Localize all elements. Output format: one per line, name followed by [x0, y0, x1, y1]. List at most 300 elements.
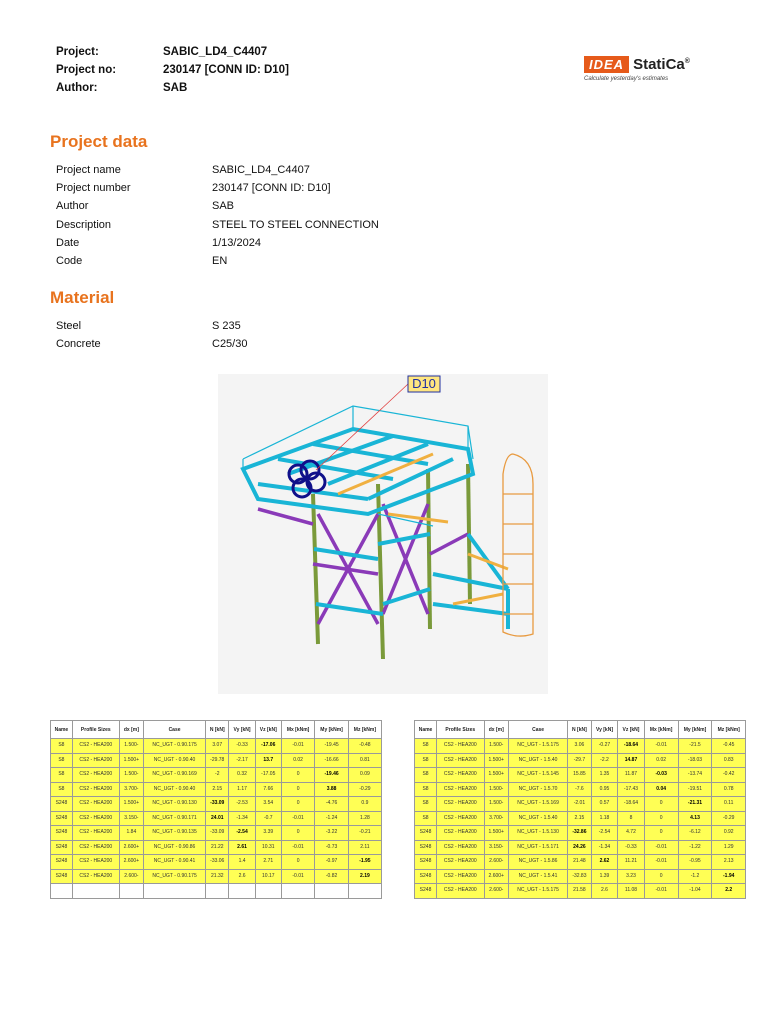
table-cell: CS2 - HEA200: [437, 840, 484, 855]
table-cell-empty: [229, 884, 255, 899]
table-cell: NC_UGT - 0.90.169: [143, 768, 205, 783]
table-cell: 0: [281, 768, 314, 783]
row-value: SAB: [212, 200, 235, 213]
structure-3d-view: [218, 374, 548, 694]
table-cell: 0: [644, 869, 678, 884]
header-project-label: Project:: [56, 46, 99, 58]
table-cell: S8: [415, 739, 437, 754]
column-header: Case: [508, 721, 567, 739]
table-cell-empty: [143, 884, 205, 899]
table-cell: 2.19: [348, 869, 381, 884]
table-cell: -2.54: [229, 826, 255, 841]
table-cell: -3.22: [315, 826, 348, 841]
table-cell: -29.7: [568, 753, 592, 768]
table-cell: -19.51: [678, 782, 712, 797]
table-cell: 2.600-: [119, 869, 143, 884]
table-cell: 2.11: [348, 840, 381, 855]
table-cell: NC_UGT - 0.90.175: [143, 869, 205, 884]
table-cell: S248: [51, 840, 73, 855]
table-cell: NC_UGT - 1.5.70: [508, 782, 567, 797]
table-cell: 21.22: [206, 840, 229, 855]
forces-table-right: [414, 720, 746, 899]
table-cell: S248: [415, 826, 437, 841]
table-cell: NC_UGT - 1.5.175: [508, 884, 567, 899]
table-cell: -19.45: [315, 739, 348, 754]
row-key: Author: [56, 200, 89, 213]
table-row: [51, 797, 382, 812]
table-cell: -4.76: [315, 797, 348, 812]
table-cell: -0.01: [644, 739, 678, 754]
row-value: STEEL TO STEEL CONNECTION: [212, 218, 379, 231]
project-data-row: [56, 164, 379, 182]
table-header-row: [51, 721, 382, 739]
logo-tagline: Calculate yesterday's estimates: [584, 76, 669, 82]
table-cell: 3.39: [255, 826, 281, 841]
report-header: [56, 46, 289, 100]
table-cell: -0.01: [281, 739, 314, 754]
table-cell: -2.53: [229, 797, 255, 812]
table-cell: -21.5: [678, 739, 712, 754]
table-cell: 1.500+: [119, 797, 143, 812]
table-row: [51, 782, 382, 797]
table-cell: S8: [51, 768, 73, 783]
forces-table-left: [50, 720, 382, 899]
table-cell: S8: [415, 811, 437, 826]
table-cell: 1.500+: [484, 753, 508, 768]
row-key: Concrete: [56, 338, 101, 351]
table-cell: 2.600+: [484, 869, 508, 884]
table-cell: 10.31: [255, 840, 281, 855]
row-key: Description: [56, 218, 112, 231]
table-cell: 0: [281, 782, 314, 797]
table-cell: 15.85: [568, 768, 592, 783]
row-key: Code: [56, 254, 83, 267]
table-cell: CS2 - HEA200: [437, 739, 484, 754]
table-cell: S248: [51, 797, 73, 812]
column-header: Vy [kN]: [591, 721, 618, 739]
table-cell-empty: [348, 884, 381, 899]
idea-statica-logo: [584, 56, 724, 82]
table-cell: 4.13: [678, 811, 712, 826]
column-header: Mz [kNm]: [712, 721, 746, 739]
row-key: Project number: [56, 182, 131, 195]
table-cell: 3.23: [618, 869, 644, 884]
table-cell: 0.32: [229, 768, 255, 783]
table-cell: 21.58: [568, 884, 592, 899]
table-cell: 13.7: [255, 753, 281, 768]
table-cell: CS2 - HEA200: [437, 753, 484, 768]
table-cell: 2.600-: [484, 855, 508, 870]
row-key: Date: [56, 236, 80, 249]
table-cell: CS2 - HEA200: [437, 826, 484, 841]
table-cell: 3.88: [315, 782, 348, 797]
table-cell: 7.66: [255, 782, 281, 797]
table-cell: 0: [281, 797, 314, 812]
table-row: [415, 869, 746, 884]
table-cell: CS2 - HEA200: [437, 782, 484, 797]
project-data-row: [56, 200, 379, 218]
row-value: SABIC_LD4_C4407: [212, 164, 310, 176]
table-cell: CS2 - HEA200: [437, 884, 484, 899]
table-cell: -2.17: [229, 753, 255, 768]
table-cell: NC_UGT - 0.90.41: [143, 855, 205, 870]
table-cell: -2.54: [591, 826, 618, 841]
table-cell: -32.86: [568, 826, 592, 841]
table-cell: -1.94: [712, 869, 746, 884]
table-cell: -19.46: [315, 768, 348, 783]
table-row: [415, 739, 746, 754]
table-cell: 1.28: [348, 811, 381, 826]
material-row: [56, 338, 247, 356]
table-cell: 0.02: [281, 753, 314, 768]
table-cell: 1.17: [229, 782, 255, 797]
table-cell: 1.500-: [484, 782, 508, 797]
project-data-row: [56, 255, 379, 273]
table-cell: CS2 - HEA200: [437, 768, 484, 783]
table-cell: CS2 - HEA200: [72, 797, 119, 812]
table-cell: 1.500+: [484, 768, 508, 783]
table-cell-empty: [255, 884, 281, 899]
project-data-row: [56, 182, 379, 200]
table-cell: 0: [644, 797, 678, 812]
table-cell: S248: [51, 855, 73, 870]
column-header: My [kNm]: [678, 721, 712, 739]
table-cell: -16.66: [315, 753, 348, 768]
table-cell: -0.48: [348, 739, 381, 754]
table-cell: -0.21: [348, 826, 381, 841]
table-cell: 0.83: [712, 753, 746, 768]
table-cell: -0.01: [644, 840, 678, 855]
table-cell: -1.22: [678, 840, 712, 855]
logo-name: StatiCa®: [633, 56, 690, 73]
table-cell: CS2 - HEA200: [72, 768, 119, 783]
table-cell: 1.500-: [119, 739, 143, 754]
table-cell: -0.03: [644, 768, 678, 783]
table-cell: -33.06: [206, 855, 229, 870]
table-cell: NC_UGT - 0.90.171: [143, 811, 205, 826]
table-cell: S248: [415, 855, 437, 870]
table-row: [51, 855, 382, 870]
table-cell: S8: [51, 753, 73, 768]
table-row: [415, 768, 746, 783]
table-cell: -0.29: [712, 811, 746, 826]
row-key: Project name: [56, 164, 121, 176]
table-cell: NC_UGT - 1.5.171: [508, 840, 567, 855]
table-cell: 0.78: [712, 782, 746, 797]
logo-mark: IDEA: [584, 56, 629, 73]
header-projectno-row: [56, 64, 289, 82]
table-row: [51, 840, 382, 855]
table-cell: S8: [415, 782, 437, 797]
column-header: Profile Sizes: [437, 721, 484, 739]
row-value: C25/30: [212, 338, 248, 351]
table-cell: 21.32: [206, 869, 229, 884]
table-cell: S248: [51, 826, 73, 841]
table-row: [51, 869, 382, 884]
table-cell: 8: [618, 811, 644, 826]
table-cell: -6.12: [678, 826, 712, 841]
table-cell: -17.05: [255, 768, 281, 783]
table-cell: -1.2: [678, 869, 712, 884]
table-cell: NC_UGT - 0.90.86: [143, 840, 205, 855]
row-key: Steel: [56, 320, 82, 332]
table-cell: 2.15: [568, 811, 592, 826]
table-cell: 1.500+: [119, 753, 143, 768]
table-cell: 0.81: [348, 753, 381, 768]
table-cell: 0.11: [712, 797, 746, 812]
column-header: Name: [415, 721, 437, 739]
project-data-heading: Project data: [50, 132, 148, 151]
table-cell: -32.83: [568, 869, 592, 884]
table-cell-empty: [72, 884, 119, 899]
table-cell: -1.24: [315, 811, 348, 826]
table-cell: NC_UGT - 1.5.145: [508, 768, 567, 783]
table-cell: -0.45: [712, 739, 746, 754]
table-cell: 2.600+: [119, 855, 143, 870]
table-cell-empty: [315, 884, 348, 899]
table-cell: NC_UGT - 1.5.86: [508, 855, 567, 870]
table-cell: CS2 - HEA200: [72, 753, 119, 768]
project-data-row: [56, 237, 379, 255]
table-cell: -0.29: [348, 782, 381, 797]
table-cell: NC_UGT - 0.90.40: [143, 753, 205, 768]
table-cell-empty: [206, 884, 229, 899]
table-cell: 24.26: [568, 840, 592, 855]
table-cell: 1.500-: [484, 739, 508, 754]
table-cell: NC_UGT - 1.5.175: [508, 739, 567, 754]
table-cell: 14.87: [618, 753, 644, 768]
table-cell: CS2 - HEA200: [437, 811, 484, 826]
column-header: Mz [kNm]: [348, 721, 381, 739]
table-row: [415, 797, 746, 812]
table-cell: 1.35: [591, 768, 618, 783]
row-value: S 235: [212, 320, 241, 332]
table-cell: S248: [415, 869, 437, 884]
header-author-value: SAB: [163, 82, 188, 94]
table-cell: 0: [644, 826, 678, 841]
table-cell: 2.15: [206, 782, 229, 797]
table-cell: 4.72: [618, 826, 644, 841]
table-cell: 1.39: [591, 869, 618, 884]
table-cell: S248: [51, 869, 73, 884]
table-cell: CS2 - HEA200: [72, 826, 119, 841]
table-cell: CS2 - HEA200: [437, 797, 484, 812]
table-cell: 0.57: [591, 797, 618, 812]
table-cell: CS2 - HEA200: [437, 869, 484, 884]
table-row: [415, 840, 746, 855]
column-header: My [kNm]: [315, 721, 348, 739]
project-data-row: [56, 219, 379, 237]
material-heading: Material: [50, 288, 115, 307]
table-cell: 2.600+: [119, 840, 143, 855]
table-cell: CS2 - HEA200: [72, 869, 119, 884]
column-header: Vy [kN]: [229, 721, 255, 739]
table-cell: CS2 - HEA200: [72, 811, 119, 826]
table-cell: CS2 - HEA200: [72, 782, 119, 797]
table-cell: 1.500-: [484, 797, 508, 812]
table-cell: -7.6: [568, 782, 592, 797]
table-cell: -0.33: [229, 739, 255, 754]
row-value: 230147 [CONN ID: D10]: [212, 182, 331, 195]
structure-model-image: [218, 374, 548, 694]
table-row: [415, 855, 746, 870]
table-cell: S8: [415, 797, 437, 812]
table-row-empty: [51, 884, 382, 899]
column-header: Name: [51, 721, 73, 739]
column-header: Case: [143, 721, 205, 739]
table-cell: 1.18: [591, 811, 618, 826]
table-row: [51, 811, 382, 826]
table-cell: 11.87: [618, 768, 644, 783]
table-cell: 2.2: [712, 884, 746, 899]
column-header: Vz [kN]: [618, 721, 644, 739]
table-cell: NC_UGT - 1.5.40: [508, 811, 567, 826]
table-cell: 2.62: [591, 855, 618, 870]
table-cell: S8: [51, 739, 73, 754]
table-cell: -0.01: [281, 869, 314, 884]
column-header: N [kN]: [206, 721, 229, 739]
table-cell: 2.61: [229, 840, 255, 855]
table-cell: 2.600-: [484, 884, 508, 899]
table-header-row: [415, 721, 746, 739]
header-project-row: [56, 46, 289, 64]
table-cell: NC_UGT - 1.5.169: [508, 797, 567, 812]
table-cell: -17.06: [255, 739, 281, 754]
table-cell: -0.7: [255, 811, 281, 826]
table-cell: CS2 - HEA200: [437, 855, 484, 870]
table-row: [51, 753, 382, 768]
table-cell: 0: [281, 826, 314, 841]
table-cell: NC_UGT - 1.5.41: [508, 869, 567, 884]
table-cell: 2.6: [591, 884, 618, 899]
table-cell: -1.34: [229, 811, 255, 826]
table-cell: CS2 - HEA200: [72, 855, 119, 870]
header-projectno-value: 230147 [CONN ID: D10]: [163, 64, 289, 76]
table-cell: 1.29: [712, 840, 746, 855]
callout-label: D10: [412, 376, 436, 391]
table-cell: 2.6: [229, 869, 255, 884]
row-value: 1/13/2024: [212, 236, 261, 249]
table-cell-empty: [51, 884, 73, 899]
table-cell: S8: [415, 753, 437, 768]
table-cell: 21.48: [568, 855, 592, 870]
table-cell: 10.17: [255, 869, 281, 884]
table-cell: -21.31: [678, 797, 712, 812]
table-row: [51, 826, 382, 841]
table-row: [51, 739, 382, 754]
table-cell: -0.01: [281, 811, 314, 826]
row-value: EN: [212, 254, 228, 267]
column-header: N [kN]: [568, 721, 592, 739]
table-cell: 2.13: [712, 855, 746, 870]
table-cell: -0.01: [644, 855, 678, 870]
table-cell: CS2 - HEA200: [72, 840, 119, 855]
column-header: Mx [kNm]: [281, 721, 314, 739]
table-cell: -0.01: [644, 884, 678, 899]
table-row: [415, 884, 746, 899]
table-cell: 11.21: [618, 855, 644, 870]
table-cell: S8: [51, 782, 73, 797]
table-cell: 3.150-: [119, 811, 143, 826]
table-cell: 0.95: [591, 782, 618, 797]
table-cell: -33.09: [206, 797, 229, 812]
column-header: dx [m]: [119, 721, 143, 739]
table-cell: S248: [415, 884, 437, 899]
table-cell: -1.34: [591, 840, 618, 855]
table-cell: -1.04: [678, 884, 712, 899]
table-cell: -0.82: [315, 869, 348, 884]
table-row: [415, 753, 746, 768]
table-cell: NC_UGT - 1.5.130: [508, 826, 567, 841]
table-cell: -18.03: [678, 753, 712, 768]
project-data-list: [56, 164, 379, 273]
table-cell: S8: [415, 768, 437, 783]
table-cell: 3.150-: [484, 840, 508, 855]
table-row: [415, 811, 746, 826]
header-author-row: [56, 82, 289, 100]
table-cell: NC_UGT - 0.90.40: [143, 782, 205, 797]
table-cell: 1.84: [119, 826, 143, 841]
table-cell: 3.54: [255, 797, 281, 812]
material-row: [56, 320, 247, 338]
table-cell: 0: [281, 855, 314, 870]
table-cell: -2.01: [568, 797, 592, 812]
table-cell: -1.95: [348, 855, 381, 870]
table-cell-empty: [119, 884, 143, 899]
column-header: Vz [kN]: [255, 721, 281, 739]
header-project-value: SABIC_LD4_C4407: [163, 46, 268, 58]
table-cell: 0.09: [348, 768, 381, 783]
column-header: dx [m]: [484, 721, 508, 739]
table-row: [415, 782, 746, 797]
table-row: [415, 826, 746, 841]
table-cell: -0.42: [712, 768, 746, 783]
table-cell: -2.2: [591, 753, 618, 768]
table-cell: -0.01: [281, 840, 314, 855]
table-cell: S248: [51, 811, 73, 826]
table-cell: 1.4: [229, 855, 255, 870]
table-cell: 0.9: [348, 797, 381, 812]
table-cell: -33.09: [206, 826, 229, 841]
table-cell: -18.64: [618, 797, 644, 812]
table-cell: NC_UGT - 0.90.175: [143, 739, 205, 754]
table-cell: -0.33: [618, 840, 644, 855]
table-cell: -0.27: [591, 739, 618, 754]
table-cell: -0.73: [315, 840, 348, 855]
table-cell: 3.07: [206, 739, 229, 754]
table-cell: NC_UGT - 0.90.135: [143, 826, 205, 841]
table-cell: NC_UGT - 1.5.40: [508, 753, 567, 768]
table-cell: -18.64: [618, 739, 644, 754]
table-cell: 3.06: [568, 739, 592, 754]
table-cell: 0.02: [644, 753, 678, 768]
material-list: [56, 320, 247, 356]
table-cell: 1.500+: [484, 826, 508, 841]
table-cell: 0: [644, 811, 678, 826]
table-cell: -13.74: [678, 768, 712, 783]
table-cell: -0.97: [315, 855, 348, 870]
table-cell-empty: [281, 884, 314, 899]
table-cell: 1.500-: [119, 768, 143, 783]
table-cell: 0.04: [644, 782, 678, 797]
header-author-label: Author:: [56, 82, 98, 94]
column-header: Profile Sizes: [72, 721, 119, 739]
table-cell: 3.700-: [119, 782, 143, 797]
table-cell: NC_UGT - 0.90.130: [143, 797, 205, 812]
table-cell: CS2 - HEA200: [72, 739, 119, 754]
table-cell: 24.01: [206, 811, 229, 826]
table-cell: 3.700-: [484, 811, 508, 826]
